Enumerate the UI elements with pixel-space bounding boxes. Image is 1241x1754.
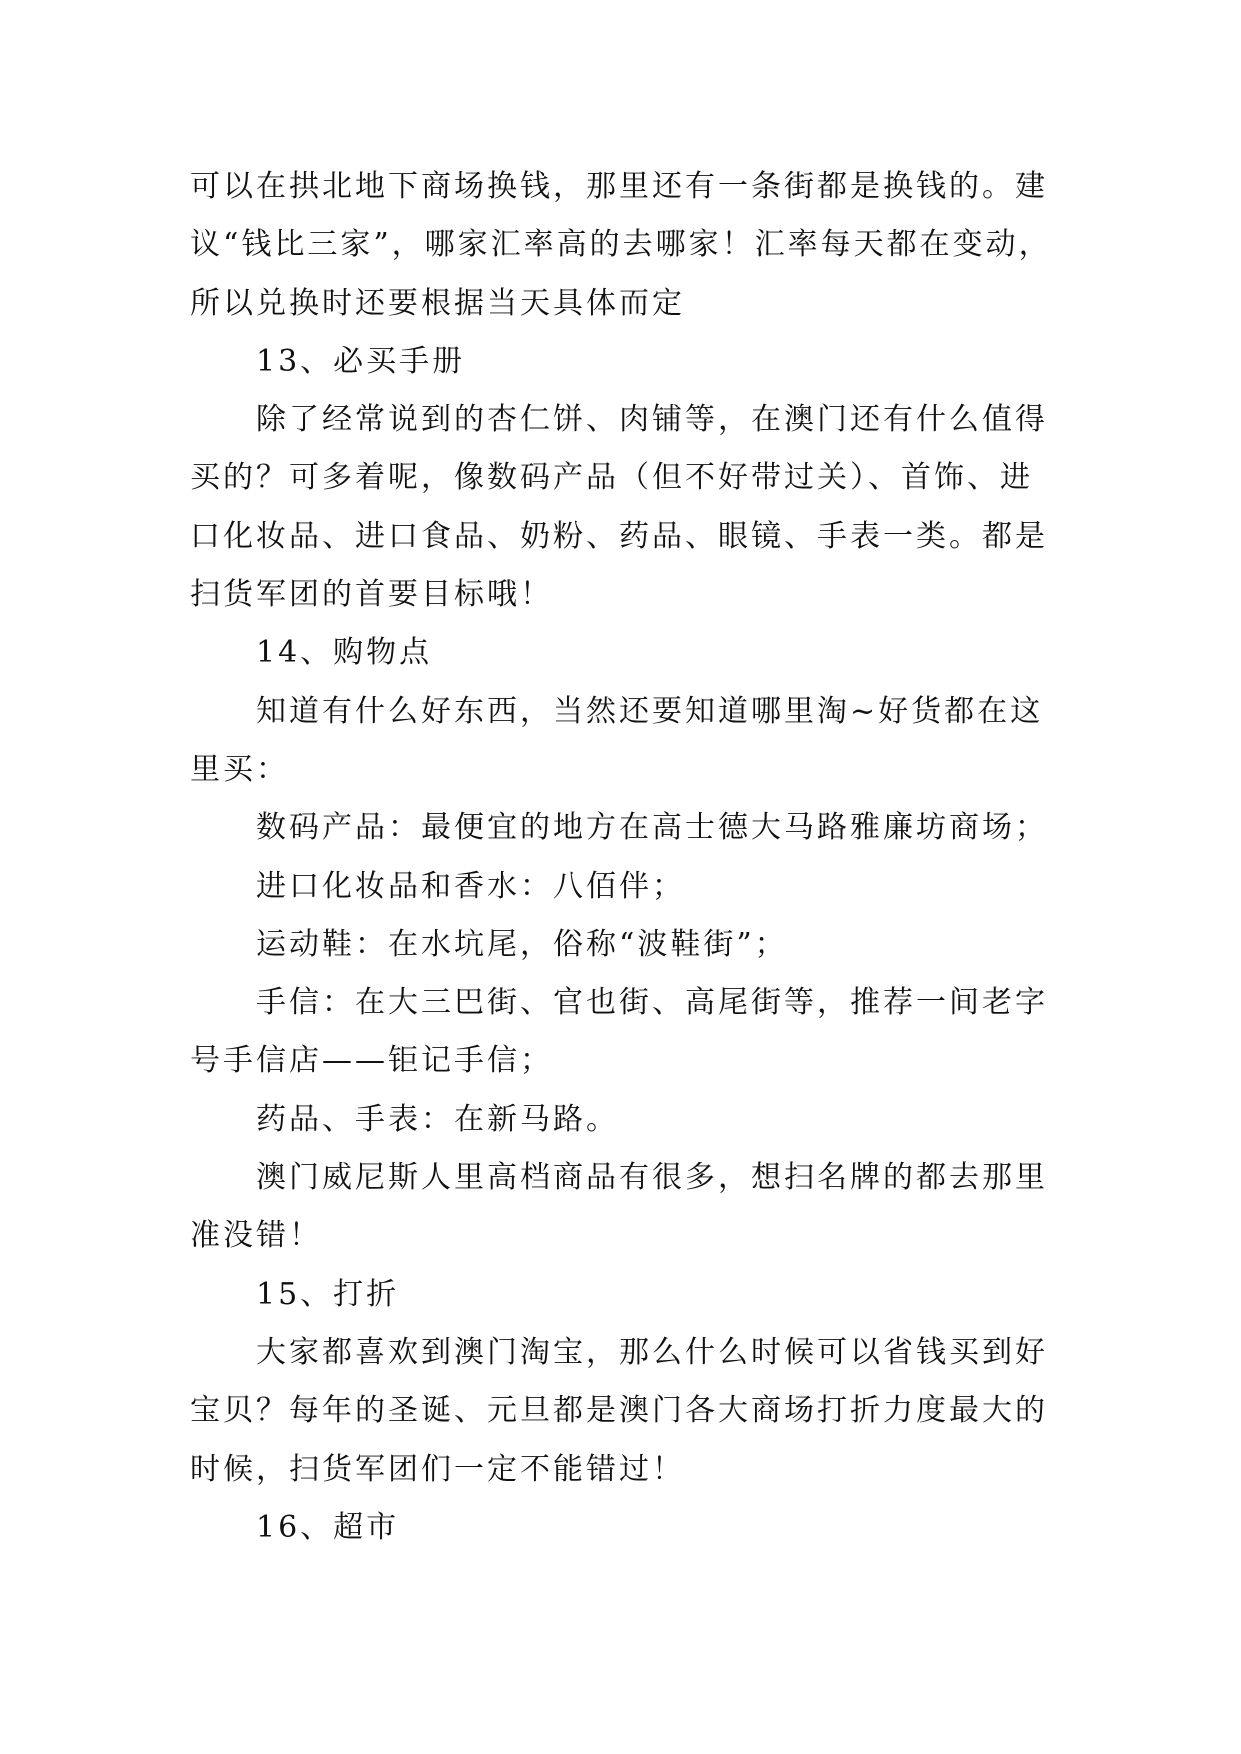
text-line: 大家都喜欢到澳门淘宝，那么什么时候可以省钱买到好 <box>256 1334 1048 1370</box>
text-line: 运动鞋：在水坑尾，俗称“波鞋街”； <box>256 926 788 962</box>
text-line: 除了经常说到的杏仁饼、肉铺等，在澳门还有什么值得 <box>256 402 1048 438</box>
text-line: 药品、手表：在新马路。 <box>256 1101 619 1137</box>
text-line: 扫货军团的首要目标哦！ <box>190 577 553 613</box>
section-heading: 14、购物点 <box>256 635 433 671</box>
text-line: 数码产品：最便宜的地方在高士德大马路雅廉坊商场； <box>256 810 1048 846</box>
text-line: 买的？可多着呢，像数码产品（但不好带过关）、首饰、进 <box>190 460 1033 496</box>
text-line: 时候，扫货军团们一定不能错过！ <box>190 1451 685 1487</box>
text-line: 里买： <box>190 751 289 787</box>
text-line: 知道有什么好东西，当然还要知道哪里淘~好货都在这 <box>256 693 1044 729</box>
text-line: 宝贝？每年的圣诞、元旦都是澳门各大商场打折力度最大的 <box>190 1393 1048 1429</box>
text-line: 进口化妆品和香水：八佰伴； <box>256 868 685 904</box>
text-line: 议“钱比三家”，哪家汇率高的去哪家！汇率每天都在变动， <box>190 227 1052 263</box>
text-line: 所以兑换时还要根据当天具体而定 <box>190 285 685 321</box>
text-line: 口化妆品、进口食品、奶粉、药品、眼镜、手表一类。都是 <box>190 518 1048 554</box>
text-line: 号手信店——钜记手信； <box>190 1043 553 1079</box>
text-line: 澳门威尼斯人里高档商品有很多，想扫名牌的都去那里 <box>256 1160 1048 1196</box>
section-heading: 15、打折 <box>256 1276 400 1312</box>
section-heading: 16、超市 <box>256 1509 400 1545</box>
text-line: 可以在拱北地下商场换钱，那里还有一条街都是换钱的。建 <box>190 169 1048 204</box>
section-heading: 13、必买手册 <box>256 343 466 379</box>
document-body <box>190 158 1065 1557</box>
text-line: 手信：在大三巴街、官也街、高尾街等，推荐一间老字 <box>256 985 1048 1021</box>
text-line: 准没错！ <box>190 1218 322 1254</box>
